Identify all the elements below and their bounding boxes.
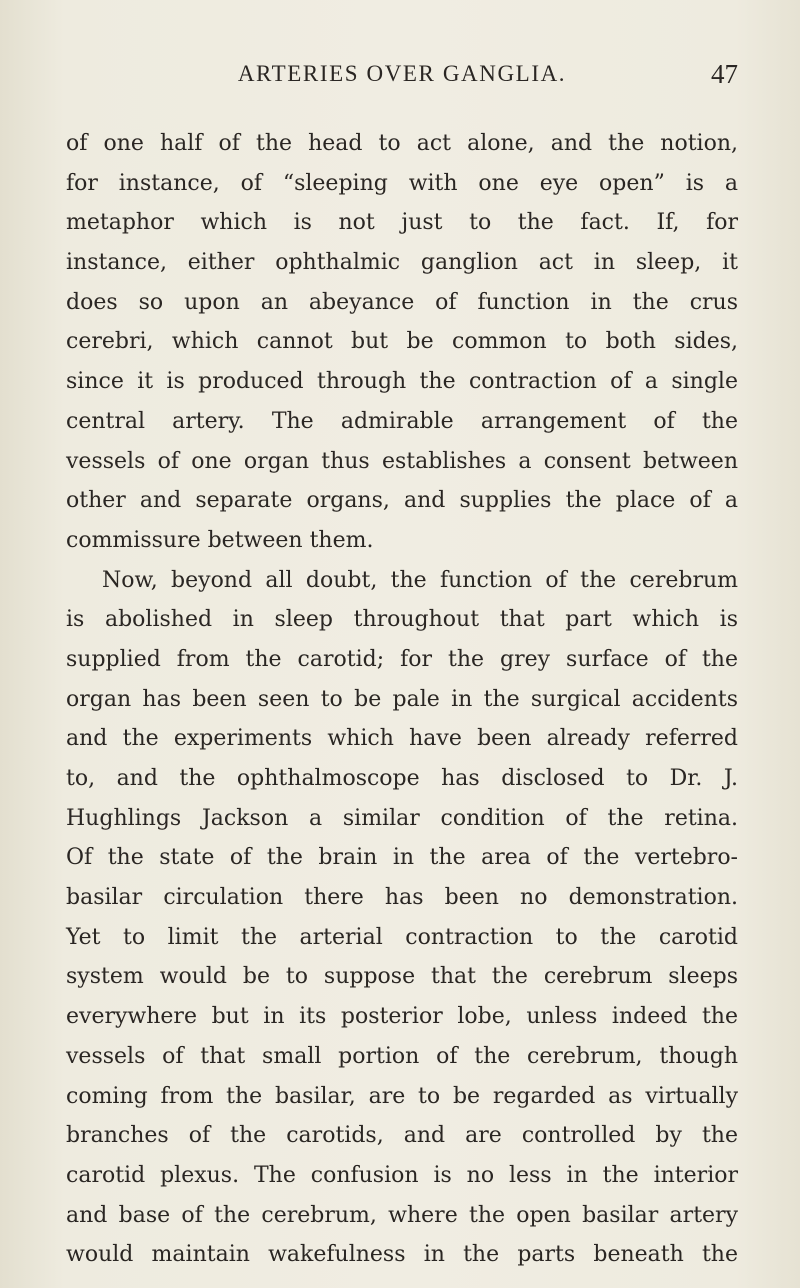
text-line: basilar circulation there has been no demonstration. (66, 885, 738, 911)
text-line: and base of the cerebrum, where the open basilar artery (66, 1202, 738, 1228)
text-line: Of the state of the brain in the area of the vertebro- (66, 845, 738, 871)
text-line: Hughlings Jackson a similar condition of the retina. (66, 805, 738, 831)
text-line: Yet to limit the arterial contraction to the carotid (66, 924, 738, 950)
text-line: central artery. The admirable arrangement of the (66, 408, 738, 434)
text-line: does so upon an abeyance of function in the crus (66, 289, 738, 315)
text-line: metaphor which is not just to the fact. If, for (66, 210, 738, 236)
text-line: since it is produced through the contraction of a single (66, 369, 738, 395)
body-text (66, 124, 738, 1275)
text-line: to, and the ophthalmoscope has disclosed to Dr. J. (66, 766, 738, 791)
text-line: Now, beyond all doubt, the function of the cerebrum (102, 567, 738, 593)
running-header (66, 58, 738, 90)
text-line: other and separate organs, and supplies the place of a (66, 488, 738, 514)
text-line: organ has been seen to be pale in the surgical accidents (66, 686, 738, 712)
text-line: system would be to suppose that the cerebrum sleeps (66, 964, 738, 990)
text-line: for instance, of “sleeping with one eye open” is a (66, 170, 738, 196)
text-line: vessels of that small portion of the cerebrum, though (66, 1043, 738, 1069)
text-line: coming from the basilar, are to be regarded as virtually (66, 1083, 738, 1109)
running-title: ARTERIES OVER GANGLIA. (237, 61, 567, 86)
text-line: is abolished in sleep throughout that part which is (66, 607, 738, 633)
text-line: cerebri, which cannot but be common to both sides, (66, 329, 738, 355)
text-line: and the experiments which have been already referred (66, 726, 738, 752)
text-line: carotid plexus. The confusion is no less in the interior (66, 1162, 738, 1188)
page-number: 47 (711, 59, 738, 89)
text-line: would maintain wakefulness in the parts beneath the (66, 1242, 738, 1268)
text-line: everywhere but in its posterior lobe, unless indeed the (66, 1004, 738, 1030)
text-line: of one half of the head to act alone, and the notion, (66, 131, 738, 156)
text-line: branches of the carotids, and are controlled by the (66, 1123, 738, 1149)
text-line: instance, either ophthalmic ganglion act in sleep, it (66, 250, 738, 276)
text-line: supplied from the carotid; for the grey surface of the (66, 646, 738, 672)
text-line: commissure between them. (66, 527, 374, 553)
text-line: vessels of one organ thus establishes a consent between (66, 448, 738, 474)
